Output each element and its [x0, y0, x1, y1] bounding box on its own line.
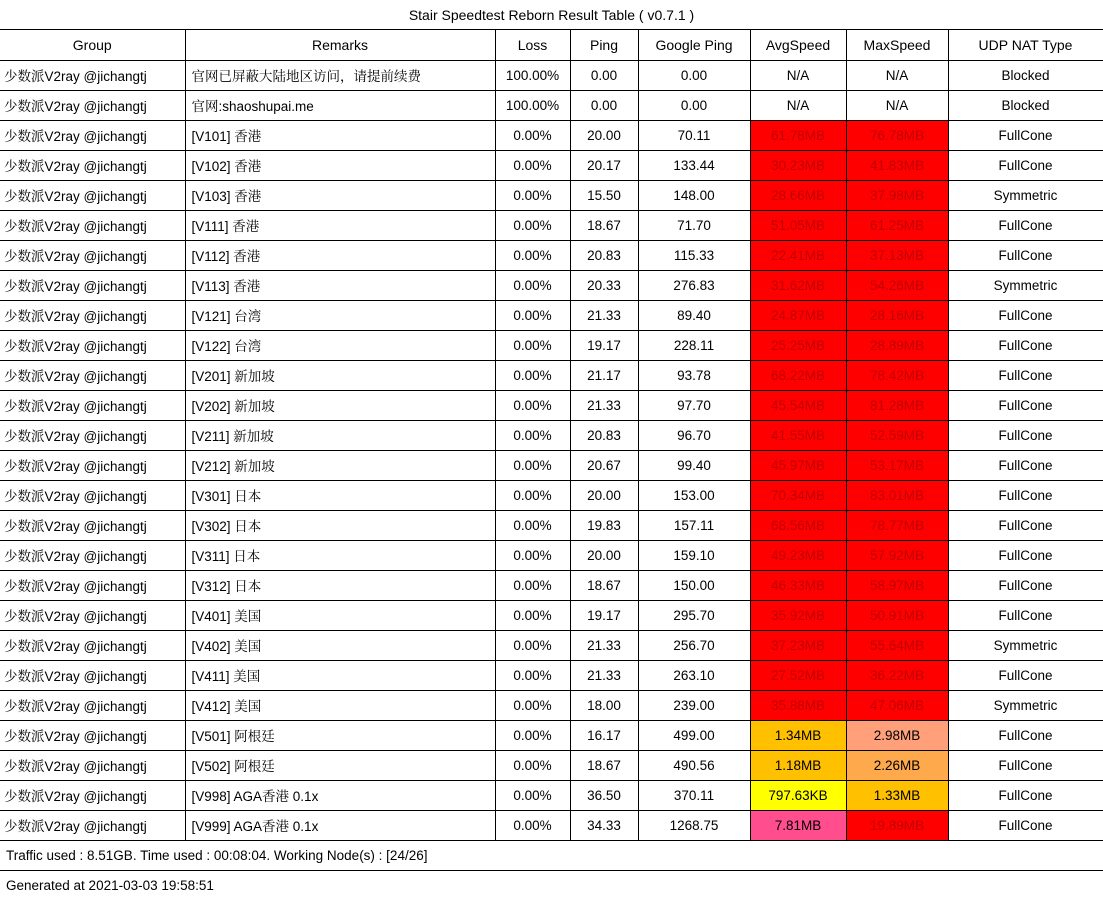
cell-avgspeed: 61.78MB: [750, 120, 846, 150]
cell-avgspeed: 49.23MB: [750, 540, 846, 570]
table-row: [0, 750, 1103, 780]
cell-maxspeed: 61.25MB: [846, 210, 948, 240]
cell-udp-nat-type: FullCone: [948, 450, 1103, 480]
cell-google-ping: 256.70: [638, 630, 750, 660]
cell-ping: 20.83: [570, 240, 638, 270]
cell-udp-nat-type: Symmetric: [948, 180, 1103, 210]
cell-maxspeed: 47.06MB: [846, 690, 948, 720]
cell-group: 少数派V2ray @jichangtj: [0, 450, 185, 480]
cell-remarks: 官网:shaoshupai.me: [185, 90, 495, 120]
cell-avgspeed: 45.97MB: [750, 450, 846, 480]
table-row: [0, 780, 1103, 810]
cell-loss: 0.00%: [495, 630, 570, 660]
cell-udp-nat-type: Symmetric: [948, 270, 1103, 300]
cell-loss: 0.00%: [495, 600, 570, 630]
table-row: [0, 300, 1103, 330]
cell-avgspeed: 51.05MB: [750, 210, 846, 240]
cell-google-ping: 490.56: [638, 750, 750, 780]
cell-maxspeed: 37.98MB: [846, 180, 948, 210]
cell-group: 少数派V2ray @jichangtj: [0, 630, 185, 660]
cell-maxspeed: 81.28MB: [846, 390, 948, 420]
cell-udp-nat-type: FullCone: [948, 360, 1103, 390]
cell-udp-nat-type: FullCone: [948, 300, 1103, 330]
cell-remarks: [V998] AGA香港 0.1x: [185, 780, 495, 810]
cell-maxspeed: 83.01MB: [846, 480, 948, 510]
table-header: [0, 30, 1103, 60]
column-header-udp-nat-type: UDP NAT Type: [948, 30, 1103, 60]
cell-group: 少数派V2ray @jichangtj: [0, 360, 185, 390]
cell-ping: 21.17: [570, 360, 638, 390]
cell-udp-nat-type: Symmetric: [948, 690, 1103, 720]
cell-loss: 0.00%: [495, 360, 570, 390]
cell-ping: 15.50: [570, 180, 638, 210]
cell-remarks: [V122] 台湾: [185, 330, 495, 360]
cell-udp-nat-type: FullCone: [948, 810, 1103, 840]
cell-remarks: [V501] 阿根廷: [185, 720, 495, 750]
cell-loss: 100.00%: [495, 60, 570, 90]
cell-avgspeed: 1.34MB: [750, 720, 846, 750]
cell-group: 少数派V2ray @jichangtj: [0, 90, 185, 120]
cell-udp-nat-type: FullCone: [948, 210, 1103, 240]
cell-group: 少数派V2ray @jichangtj: [0, 300, 185, 330]
cell-loss: 0.00%: [495, 300, 570, 330]
cell-ping: 16.17: [570, 720, 638, 750]
cell-remarks: [V411] 美国: [185, 660, 495, 690]
cell-google-ping: 239.00: [638, 690, 750, 720]
cell-udp-nat-type: FullCone: [948, 510, 1103, 540]
cell-remarks: [V102] 香港: [185, 150, 495, 180]
table-row: [0, 690, 1103, 720]
cell-maxspeed: 37.13MB: [846, 240, 948, 270]
cell-remarks: [V201] 新加坡: [185, 360, 495, 390]
cell-loss: 0.00%: [495, 510, 570, 540]
page-title: Stair Speedtest Reborn Result Table ( v0.7.1 ): [0, 0, 1103, 30]
cell-google-ping: 71.70: [638, 210, 750, 240]
cell-loss: 0.00%: [495, 450, 570, 480]
cell-loss: 0.00%: [495, 180, 570, 210]
cell-group: 少数派V2ray @jichangtj: [0, 240, 185, 270]
cell-udp-nat-type: Symmetric: [948, 630, 1103, 660]
cell-ping: 20.17: [570, 150, 638, 180]
cell-group: 少数派V2ray @jichangtj: [0, 570, 185, 600]
cell-remarks: [V999] AGA香港 0.1x: [185, 810, 495, 840]
cell-udp-nat-type: FullCone: [948, 330, 1103, 360]
cell-loss: 0.00%: [495, 390, 570, 420]
cell-remarks: [V121] 台湾: [185, 300, 495, 330]
cell-udp-nat-type: Blocked: [948, 60, 1103, 90]
table-row: [0, 60, 1103, 90]
table-row: [0, 540, 1103, 570]
cell-maxspeed: 78.42MB: [846, 360, 948, 390]
cell-udp-nat-type: FullCone: [948, 420, 1103, 450]
cell-ping: 19.17: [570, 330, 638, 360]
cell-udp-nat-type: FullCone: [948, 750, 1103, 780]
cell-udp-nat-type: Blocked: [948, 90, 1103, 120]
cell-maxspeed: N/A: [846, 60, 948, 90]
cell-remarks: [V311] 日本: [185, 540, 495, 570]
cell-avgspeed: 35.88MB: [750, 690, 846, 720]
cell-maxspeed: 76.78MB: [846, 120, 948, 150]
cell-group: 少数派V2ray @jichangtj: [0, 600, 185, 630]
cell-remarks: [V302] 日本: [185, 510, 495, 540]
table-row: [0, 630, 1103, 660]
cell-remarks: [V312] 日本: [185, 570, 495, 600]
cell-udp-nat-type: FullCone: [948, 240, 1103, 270]
table-row: [0, 660, 1103, 690]
cell-group: 少数派V2ray @jichangtj: [0, 60, 185, 90]
table-header-row: [0, 30, 1103, 60]
cell-ping: 34.33: [570, 810, 638, 840]
cell-udp-nat-type: FullCone: [948, 600, 1103, 630]
cell-loss: 0.00%: [495, 570, 570, 600]
cell-loss: 0.00%: [495, 690, 570, 720]
cell-group: 少数派V2ray @jichangtj: [0, 390, 185, 420]
cell-udp-nat-type: FullCone: [948, 540, 1103, 570]
cell-avgspeed: 797.63KB: [750, 780, 846, 810]
cell-remarks: [V212] 新加坡: [185, 450, 495, 480]
cell-maxspeed: 55.64MB: [846, 630, 948, 660]
table-row: [0, 360, 1103, 390]
cell-loss: 100.00%: [495, 90, 570, 120]
column-header-avgspeed: AvgSpeed: [750, 30, 846, 60]
cell-avgspeed: 68.56MB: [750, 510, 846, 540]
cell-loss: 0.00%: [495, 720, 570, 750]
cell-ping: 20.00: [570, 540, 638, 570]
cell-google-ping: 157.11: [638, 510, 750, 540]
cell-ping: 18.67: [570, 570, 638, 600]
cell-udp-nat-type: FullCone: [948, 570, 1103, 600]
cell-avgspeed: 45.54MB: [750, 390, 846, 420]
cell-udp-nat-type: FullCone: [948, 480, 1103, 510]
cell-group: 少数派V2ray @jichangtj: [0, 780, 185, 810]
cell-ping: 0.00: [570, 90, 638, 120]
column-header-loss: Loss: [495, 30, 570, 60]
cell-ping: 18.67: [570, 210, 638, 240]
speedtest-result-table: [0, 30, 1103, 841]
cell-remarks: [V502] 阿根廷: [185, 750, 495, 780]
cell-google-ping: 89.40: [638, 300, 750, 330]
cell-udp-nat-type: FullCone: [948, 660, 1103, 690]
cell-google-ping: 148.00: [638, 180, 750, 210]
cell-avgspeed: 28.66MB: [750, 180, 846, 210]
cell-avgspeed: 41.55MB: [750, 420, 846, 450]
cell-loss: 0.00%: [495, 810, 570, 840]
cell-remarks: [V103] 香港: [185, 180, 495, 210]
cell-ping: 20.00: [570, 480, 638, 510]
cell-group: 少数派V2ray @jichangtj: [0, 750, 185, 780]
cell-remarks: [V101] 香港: [185, 120, 495, 150]
cell-ping: 21.33: [570, 630, 638, 660]
cell-avgspeed: 22.41MB: [750, 240, 846, 270]
cell-maxspeed: 19.89MB: [846, 810, 948, 840]
cell-maxspeed: 53.17MB: [846, 450, 948, 480]
cell-maxspeed: 36.22MB: [846, 660, 948, 690]
table-row: [0, 330, 1103, 360]
generated-timestamp: Generated at 2021-03-03 19:58:51: [6, 877, 214, 893]
cell-loss: 0.00%: [495, 420, 570, 450]
cell-remarks: [V402] 美国: [185, 630, 495, 660]
cell-avgspeed: 35.92MB: [750, 600, 846, 630]
cell-avgspeed: 1.18MB: [750, 750, 846, 780]
cell-group: 少数派V2ray @jichangtj: [0, 510, 185, 540]
column-header-maxspeed: MaxSpeed: [846, 30, 948, 60]
cell-avgspeed: 7.81MB: [750, 810, 846, 840]
cell-group: 少数派V2ray @jichangtj: [0, 330, 185, 360]
cell-maxspeed: 41.83MB: [846, 150, 948, 180]
table-row: [0, 510, 1103, 540]
cell-maxspeed: 2.26MB: [846, 750, 948, 780]
cell-google-ping: 370.11: [638, 780, 750, 810]
cell-google-ping: 263.10: [638, 660, 750, 690]
cell-group: 少数派V2ray @jichangtj: [0, 720, 185, 750]
cell-ping: 19.17: [570, 600, 638, 630]
cell-ping: 0.00: [570, 60, 638, 90]
cell-maxspeed: 28.89MB: [846, 330, 948, 360]
traffic-summary: Traffic used : 8.51GB. Time used : 00:08:04. Working Node(s) : [24/26]: [0, 841, 1103, 871]
cell-maxspeed: 78.77MB: [846, 510, 948, 540]
cell-loss: 0.00%: [495, 240, 570, 270]
table-row: [0, 240, 1103, 270]
cell-google-ping: 276.83: [638, 270, 750, 300]
cell-avgspeed: N/A: [750, 90, 846, 120]
cell-group: 少数派V2ray @jichangtj: [0, 660, 185, 690]
table-row: [0, 150, 1103, 180]
table-row: [0, 90, 1103, 120]
cell-avgspeed: 37.23MB: [750, 630, 846, 660]
cell-group: 少数派V2ray @jichangtj: [0, 210, 185, 240]
cell-loss: 0.00%: [495, 210, 570, 240]
cell-group: 少数派V2ray @jichangtj: [0, 270, 185, 300]
cell-loss: 0.00%: [495, 750, 570, 780]
cell-remarks: [V112] 香港: [185, 240, 495, 270]
table-row: [0, 420, 1103, 450]
cell-avgspeed: 25.25MB: [750, 330, 846, 360]
cell-google-ping: 159.10: [638, 540, 750, 570]
cell-maxspeed: N/A: [846, 90, 948, 120]
table-row: [0, 600, 1103, 630]
cell-maxspeed: 52.59MB: [846, 420, 948, 450]
cell-maxspeed: 2.98MB: [846, 720, 948, 750]
cell-ping: 20.00: [570, 120, 638, 150]
cell-google-ping: 499.00: [638, 720, 750, 750]
cell-loss: 0.00%: [495, 660, 570, 690]
cell-avgspeed: 31.62MB: [750, 270, 846, 300]
cell-ping: 18.67: [570, 750, 638, 780]
cell-group: 少数派V2ray @jichangtj: [0, 480, 185, 510]
table-row: [0, 180, 1103, 210]
cell-google-ping: 93.78: [638, 360, 750, 390]
table-row: [0, 810, 1103, 840]
cell-remarks: [V202] 新加坡: [185, 390, 495, 420]
cell-ping: 20.33: [570, 270, 638, 300]
cell-google-ping: 153.00: [638, 480, 750, 510]
column-header-google-ping: Google Ping: [638, 30, 750, 60]
cell-avgspeed: 24.87MB: [750, 300, 846, 330]
cell-group: 少数派V2ray @jichangtj: [0, 420, 185, 450]
table-row: [0, 210, 1103, 240]
table-body: [0, 60, 1103, 840]
table-row: [0, 720, 1103, 750]
cell-group: 少数派V2ray @jichangtj: [0, 180, 185, 210]
column-header-ping: Ping: [570, 30, 638, 60]
table-row: [0, 390, 1103, 420]
cell-ping: 18.00: [570, 690, 638, 720]
cell-google-ping: 0.00: [638, 60, 750, 90]
cell-loss: 0.00%: [495, 270, 570, 300]
cell-remarks: 官网已屏蔽大陆地区访问，请提前续费: [185, 60, 495, 90]
cell-maxspeed: 54.26MB: [846, 270, 948, 300]
cell-loss: 0.00%: [495, 780, 570, 810]
cell-udp-nat-type: FullCone: [948, 390, 1103, 420]
cell-group: 少数派V2ray @jichangtj: [0, 540, 185, 570]
cell-maxspeed: 58.97MB: [846, 570, 948, 600]
cell-google-ping: 295.70: [638, 600, 750, 630]
cell-google-ping: 1268.75: [638, 810, 750, 840]
column-header-remarks: Remarks: [185, 30, 495, 60]
cell-remarks: [V111] 香港: [185, 210, 495, 240]
cell-loss: 0.00%: [495, 330, 570, 360]
cell-group: 少数派V2ray @jichangtj: [0, 810, 185, 840]
cell-group: 少数派V2ray @jichangtj: [0, 150, 185, 180]
cell-remarks: [V113] 香港: [185, 270, 495, 300]
cell-loss: 0.00%: [495, 120, 570, 150]
cell-remarks: [V301] 日本: [185, 480, 495, 510]
cell-google-ping: 70.11: [638, 120, 750, 150]
cell-group: 少数派V2ray @jichangtj: [0, 120, 185, 150]
cell-avgspeed: 46.33MB: [750, 570, 846, 600]
cell-ping: 20.83: [570, 420, 638, 450]
cell-google-ping: 97.70: [638, 390, 750, 420]
table-row: [0, 480, 1103, 510]
cell-loss: 0.00%: [495, 480, 570, 510]
cell-ping: 21.33: [570, 390, 638, 420]
cell-maxspeed: 28.16MB: [846, 300, 948, 330]
cell-udp-nat-type: FullCone: [948, 120, 1103, 150]
cell-avgspeed: 68.22MB: [750, 360, 846, 390]
cell-maxspeed: 1.33MB: [846, 780, 948, 810]
cell-maxspeed: 50.91MB: [846, 600, 948, 630]
cell-google-ping: 133.44: [638, 150, 750, 180]
cell-udp-nat-type: FullCone: [948, 720, 1103, 750]
cell-group: 少数派V2ray @jichangtj: [0, 690, 185, 720]
cell-remarks: [V412] 美国: [185, 690, 495, 720]
cell-google-ping: 99.40: [638, 450, 750, 480]
cell-ping: 20.67: [570, 450, 638, 480]
cell-google-ping: 0.00: [638, 90, 750, 120]
cell-udp-nat-type: FullCone: [948, 150, 1103, 180]
cell-ping: 21.33: [570, 300, 638, 330]
cell-remarks: [V211] 新加坡: [185, 420, 495, 450]
cell-google-ping: 228.11: [638, 330, 750, 360]
cell-google-ping: 115.33: [638, 240, 750, 270]
cell-loss: 0.00%: [495, 150, 570, 180]
cell-avgspeed: N/A: [750, 60, 846, 90]
cell-maxspeed: 57.92MB: [846, 540, 948, 570]
cell-udp-nat-type: FullCone: [948, 780, 1103, 810]
column-header-group: Group: [0, 30, 185, 60]
cell-avgspeed: 27.52MB: [750, 660, 846, 690]
cell-ping: 19.83: [570, 510, 638, 540]
cell-remarks: [V401] 美国: [185, 600, 495, 630]
table-row: [0, 450, 1103, 480]
table-row: [0, 570, 1103, 600]
cell-google-ping: 150.00: [638, 570, 750, 600]
cell-avgspeed: 70.34MB: [750, 480, 846, 510]
table-row: [0, 270, 1103, 300]
cell-avgspeed: 30.23MB: [750, 150, 846, 180]
cell-google-ping: 96.70: [638, 420, 750, 450]
table-row: [0, 120, 1103, 150]
cell-ping: 36.50: [570, 780, 638, 810]
cell-ping: 21.33: [570, 660, 638, 690]
cell-loss: 0.00%: [495, 540, 570, 570]
